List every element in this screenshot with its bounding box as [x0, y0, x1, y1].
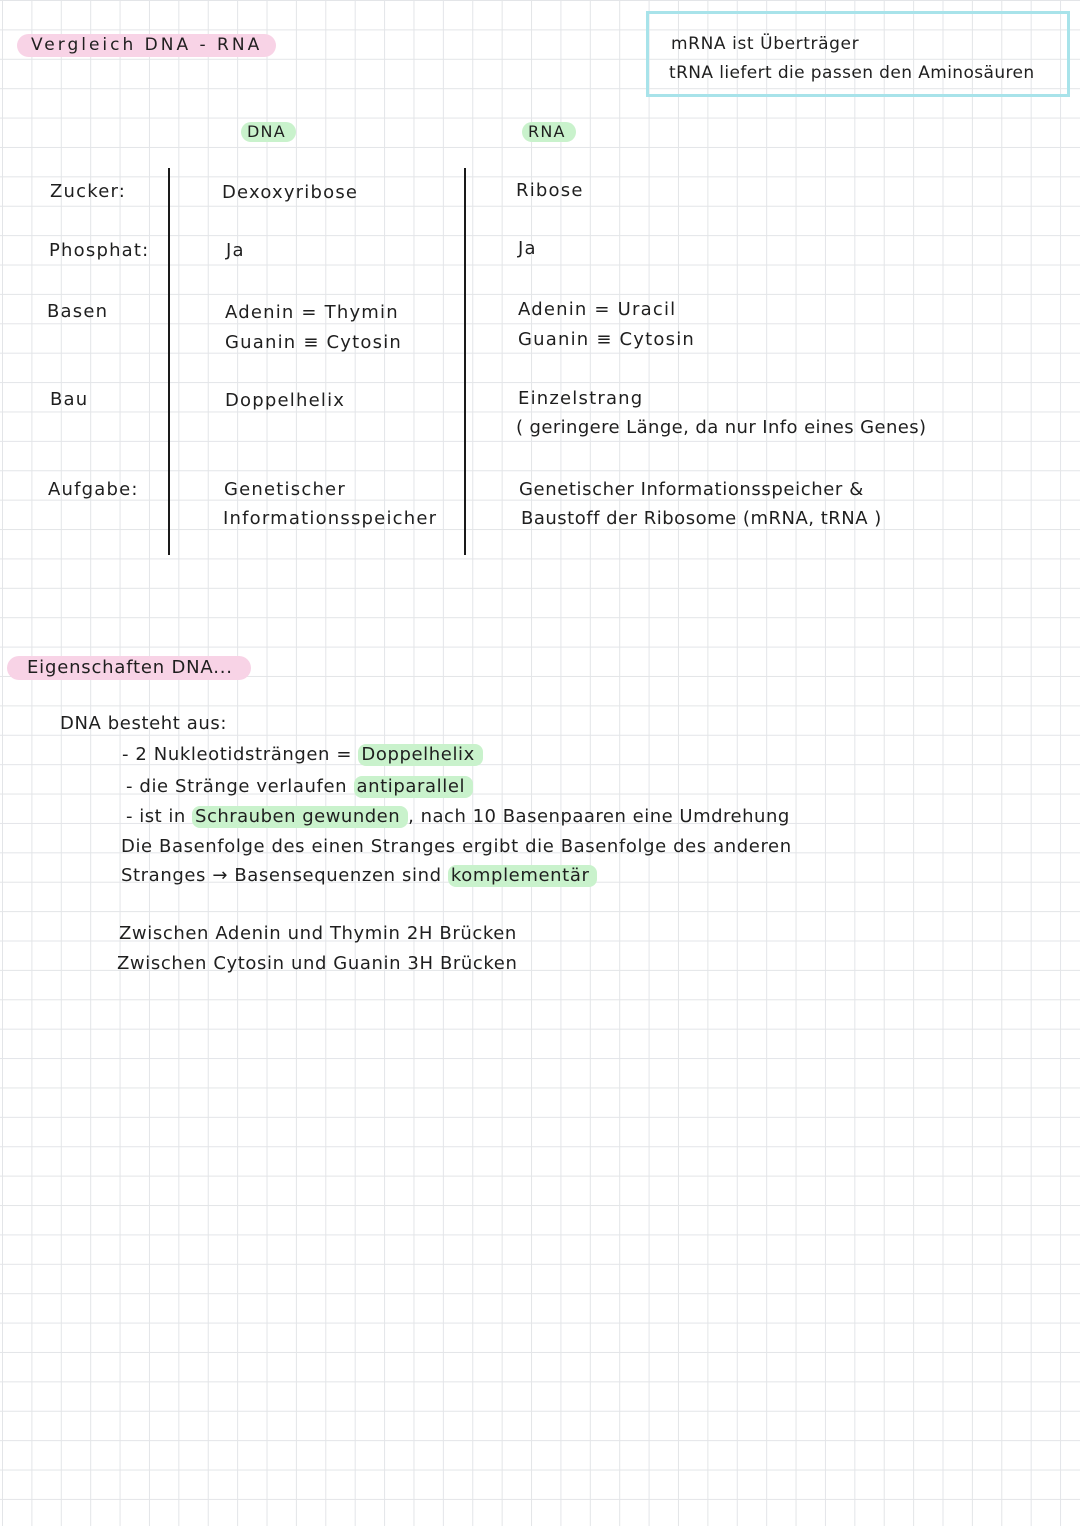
dna-basen-1: Adenin = Thymin	[225, 302, 399, 323]
bullet-3-highlight: Schrauben gewunden	[192, 806, 408, 828]
note-line-2: tRNA liefert die passen den Aminosäuren	[669, 63, 1035, 83]
dna-phosphat: Ja	[226, 240, 245, 261]
rna-zucker: Ribose	[516, 180, 584, 201]
table-divider-left	[168, 168, 170, 555]
table-divider-right	[464, 168, 466, 555]
header-dna: DNA	[241, 122, 296, 142]
bullet-1	[122, 744, 483, 765]
bullet-2-text: - die Stränge verlaufen	[126, 776, 354, 797]
dna-aufgabe-2: Informationsspeicher	[223, 508, 438, 529]
dna-zucker: Dexoxyribose	[222, 182, 359, 203]
note-box	[646, 11, 1070, 97]
paragraph-2-text: Stranges → Basensequenzen sind	[121, 865, 448, 886]
header-rna: RNA	[522, 122, 576, 142]
page-title: Vergleich DNA - RNA	[17, 34, 276, 57]
row-label-phosphat: Phosphat:	[49, 240, 150, 261]
row-label-basen: Basen	[47, 301, 109, 322]
section-intro: DNA besteht aus:	[60, 713, 228, 734]
bullet-2	[126, 776, 473, 797]
rna-bau-1: Einzelstrang	[518, 388, 644, 409]
rna-aufgabe-2: Baustoff der Ribosome (mRNA, tRNA )	[521, 508, 882, 529]
row-label-zucker: Zucker:	[50, 181, 127, 202]
dna-bau: Doppelhelix	[225, 390, 346, 411]
rna-bau-2: ( geringere Länge, da nur Info eines Genes)	[516, 417, 927, 438]
bullet-2-highlight: antiparallel	[354, 776, 474, 798]
rna-basen-2: Guanin ≡ Cytosin	[518, 329, 696, 350]
bridge-line-2: Zwischen Cytosin und Guanin 3H Brücken	[117, 953, 518, 974]
paragraph-1: Die Basenfolge des einen Stranges ergibt die Basenfolge des anderen	[121, 836, 792, 857]
bullet-3-rest: , nach 10 Basenpaaren eine Umdrehung	[408, 806, 790, 827]
note-line-1: mRNA ist Überträger	[671, 34, 860, 54]
row-label-bau: Bau	[50, 389, 89, 410]
row-label-aufgabe: Aufgabe:	[48, 479, 139, 500]
bullet-1-text: - 2 Nukleotidsträngen =	[122, 744, 359, 765]
paragraph-2-highlight: komplementär	[448, 865, 598, 887]
bullet-3-text: - ist in	[126, 806, 193, 827]
rna-aufgabe-1: Genetischer Informationsspeicher &	[519, 479, 864, 500]
section-title: Eigenschaften DNA...	[7, 656, 251, 680]
paragraph-2	[121, 865, 597, 886]
rna-basen-1: Adenin = Uracil	[518, 299, 677, 320]
dna-basen-2: Guanin ≡ Cytosin	[225, 332, 403, 353]
rna-phosphat: Ja	[518, 238, 537, 259]
bridge-line-1: Zwischen Adenin und Thymin 2H Brücken	[119, 923, 517, 944]
dna-aufgabe-1: Genetischer	[224, 479, 346, 500]
bullet-1-highlight: Doppelhelix	[358, 744, 483, 766]
bullet-3	[126, 806, 790, 827]
